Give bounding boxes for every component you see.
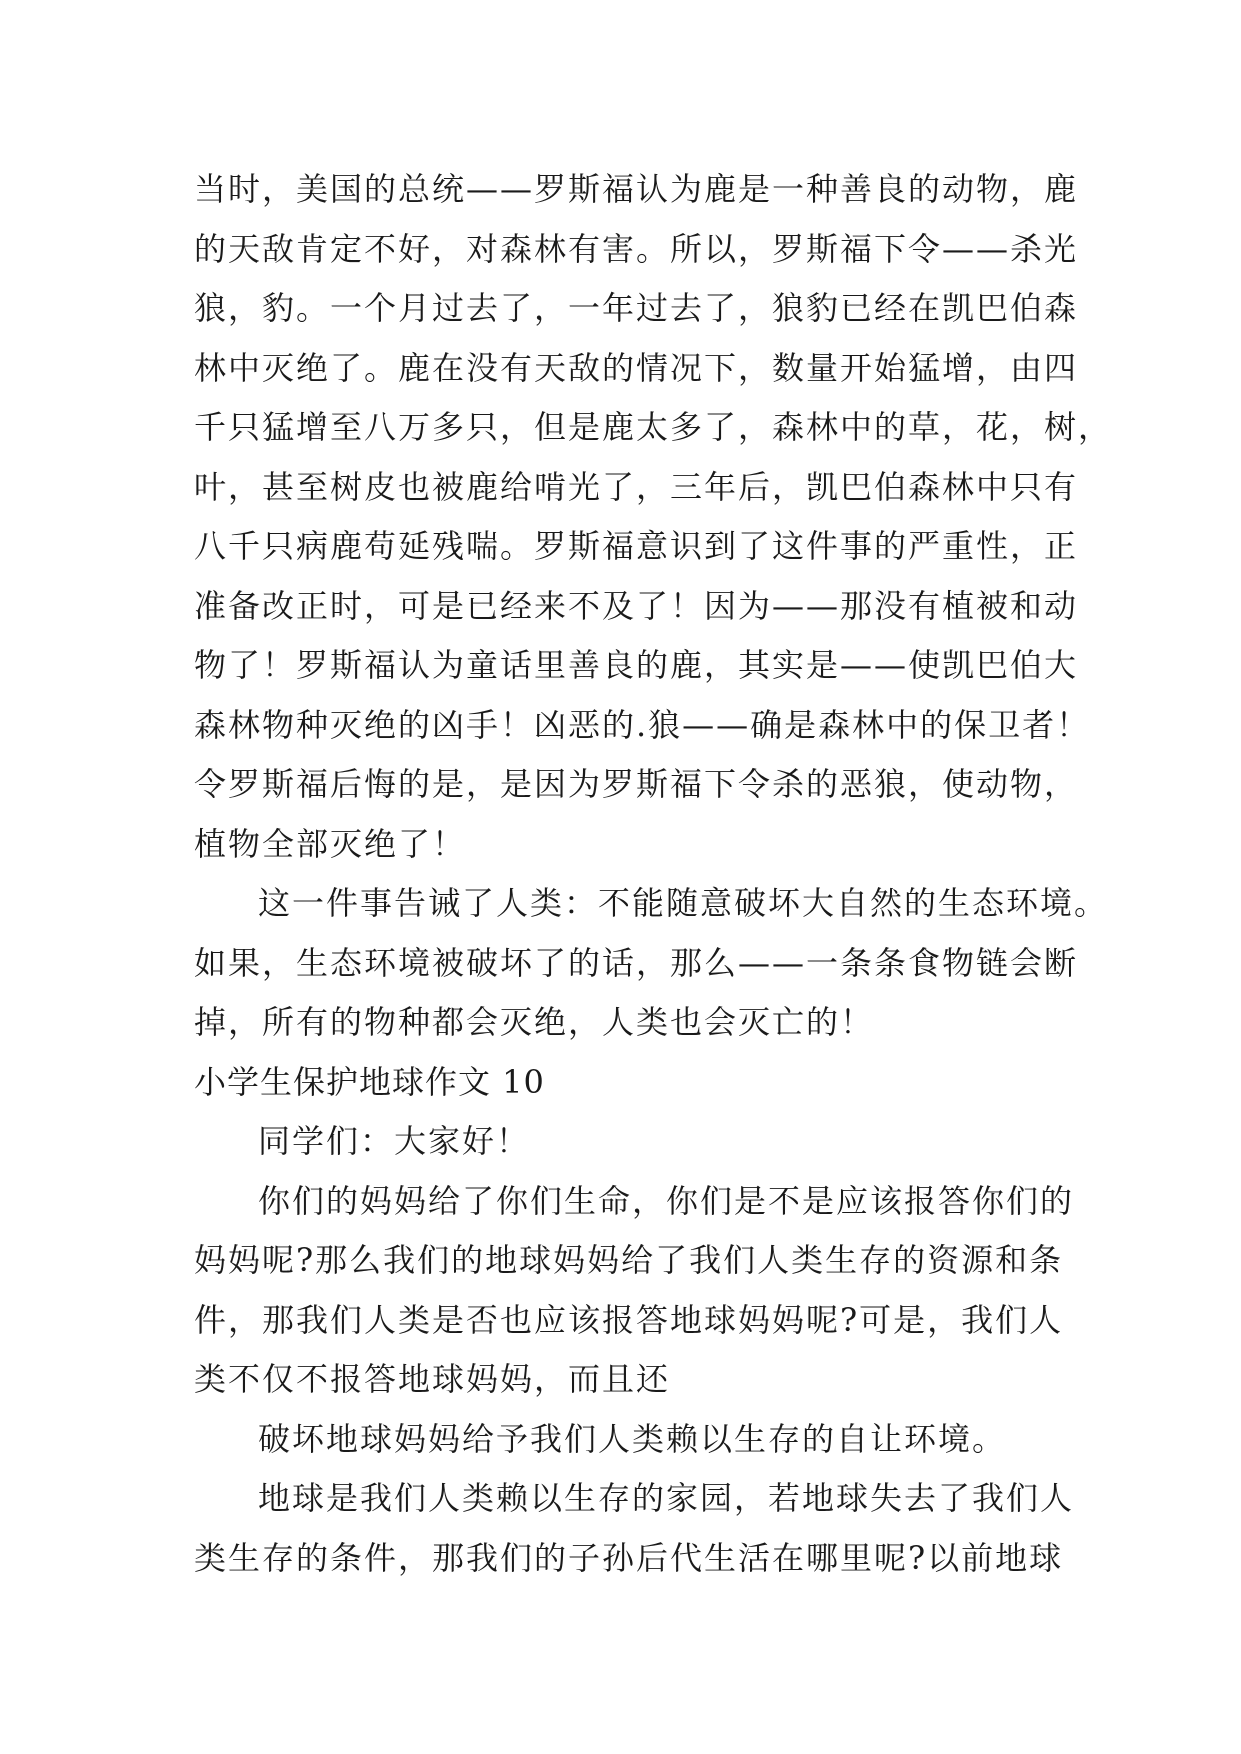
text-line: 准备改正时，可是已经来不及了！因为——那没有植被和动 [194, 586, 1079, 625]
text-line: 森林物种灭绝的凶手！凶恶的.狼——确是森林中的保卫者！ [194, 705, 1091, 744]
text-line: 林中灭绝了。鹿在没有天敌的情况下，数量开始猛增，由四 [194, 348, 1079, 387]
paragraph-start-line: 地球是我们人类赖以生存的家园，若地球失去了我们人 [258, 1479, 1075, 1517]
text-line: 如果，生态环境被破坏了的话，那么——一条条食物链会断 [194, 943, 1079, 982]
text-line: 叶，甚至树皮也被鹿给啃光了，三年后，凯巴伯森林中只有 [194, 467, 1079, 506]
text-line: 狼，豹。一个月过去了，一年过去了，狼豹已经在凯巴伯森 [194, 289, 1079, 327]
document-body [194, 160, 1113, 1588]
text-line: 千只猛增至八万多只，但是鹿太多了，森林中的草，花，树， [194, 408, 1113, 446]
paragraph-start-line: 这一件事告诫了人类：不能随意破坏大自然的生态环境。 [258, 884, 1109, 922]
text-line: 件，那我们人类是否也应该报答地球妈妈呢?可是，我们人 [194, 1300, 1064, 1339]
paragraph-start-line: 破坏地球妈妈给予我们人类赖以生存的自让环境。 [258, 1419, 1007, 1458]
text-line: 掉，所有的物种都会灭绝，人类也会灭亡的！ [194, 1003, 875, 1041]
text-line: 植物全部灭绝了！ [194, 824, 467, 863]
text-line: 物了！罗斯福认为童话里善良的鹿，其实是——使凯巴伯大 [194, 646, 1079, 684]
text-line: 妈妈呢?那么我们的地球妈妈给了我们人类生存的资源和条 [194, 1241, 1064, 1279]
paragraph-start-line: 你们的妈妈给了你们生命，你们是不是应该报答你们的 [258, 1181, 1075, 1220]
text-line: 令罗斯福后悔的是，是因为罗斯福下令杀的恶狼，使动物， [194, 765, 1079, 803]
greeting-line: 同学们：大家好！ [258, 1122, 531, 1160]
text-line: 八千只病鹿苟延残喘。罗斯福意识到了这件事的严重性，正 [194, 527, 1079, 565]
text-line: 的天敌肯定不好，对森林有害。所以，罗斯福下令——杀光 [194, 229, 1079, 268]
section-heading: 小学生保护地球作文 10 [194, 1062, 545, 1101]
text-line: 类生存的条件，那我们的子孙后代生活在哪里呢?以前地球 [194, 1538, 1064, 1577]
text-line: 类不仅不报答地球妈妈，而且还 [194, 1360, 671, 1398]
text-line: 当时，美国的总统——罗斯福认为鹿是一种善良的动物，鹿 [194, 170, 1079, 208]
